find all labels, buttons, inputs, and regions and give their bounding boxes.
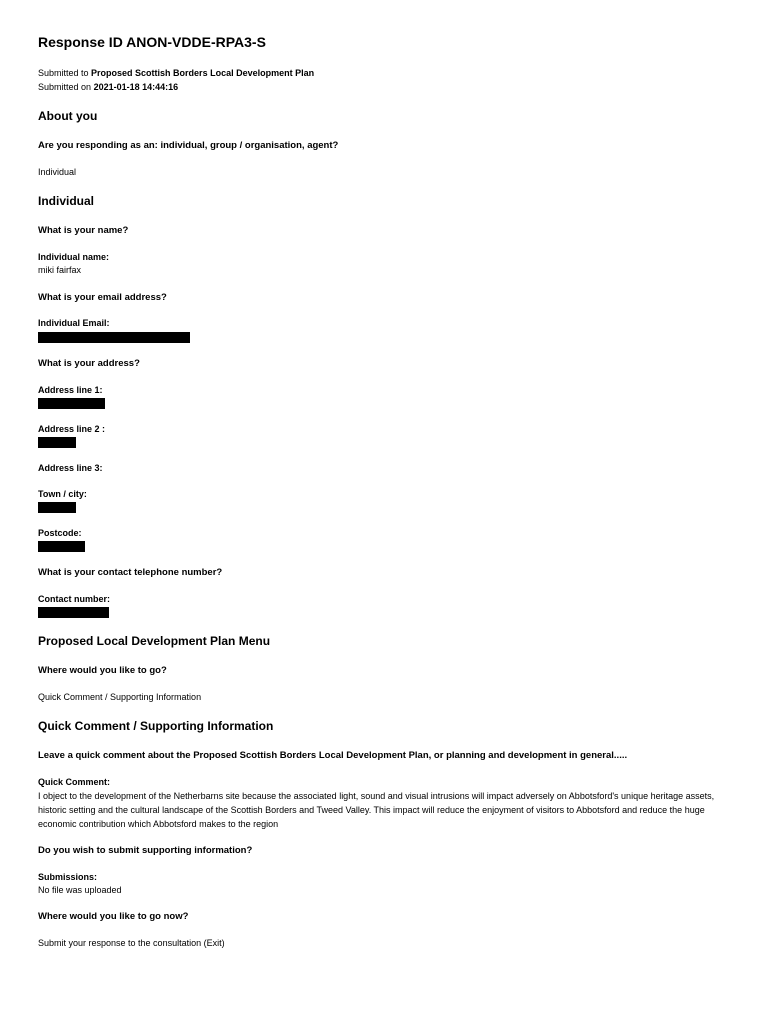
email-redaction [38, 332, 190, 343]
town-label: Town / city: [38, 489, 87, 499]
submitted-to-line [38, 68, 314, 78]
quick-comment-label: Quick Comment: [38, 777, 111, 787]
submissions-label: Submissions: [38, 872, 98, 882]
address-line1-label: Address line 1: [38, 385, 103, 395]
town-redaction [38, 502, 76, 513]
submissions-value: No file was uploaded [38, 885, 122, 895]
next-step-answer: Submit your response to the consultation (Exit) [38, 938, 225, 948]
submitted-on-line [38, 82, 178, 92]
next-step-question: Where would you like to go now? [38, 911, 189, 922]
submitted-on-prefix: Submitted on [38, 82, 92, 92]
respondent-type-question: Are you responding as an: individual, group / organisation, agent? [38, 140, 339, 151]
submitted-to-prefix: Submitted to [38, 68, 89, 78]
address-question: What is your address? [38, 358, 140, 369]
address-line1-redaction [38, 398, 105, 409]
phone-label: Contact number: [38, 594, 110, 604]
name-question: What is your name? [38, 225, 129, 236]
postcode-redaction [38, 541, 85, 552]
phone-redaction [38, 607, 109, 618]
phone-question: What is your contact telephone number? [38, 567, 223, 578]
menu-answer: Quick Comment / Supporting Information [38, 692, 202, 702]
respondent-type-answer: Individual [38, 167, 77, 177]
quick-comment-question: Leave a quick comment about the Proposed Scottish Borders Local Development Plan, or planning and development in general..... [38, 750, 628, 761]
page-title: Response ID ANON-VDDE-RPA3-S [38, 34, 266, 50]
email-label: Individual Email: [38, 318, 110, 328]
section-quick-comment: Quick Comment / Supporting Information [38, 719, 274, 733]
name-label: Individual name: [38, 252, 110, 262]
address-line3-label: Address line 3: [38, 463, 103, 473]
section-about-you: About you [38, 109, 98, 123]
submitted-on-value: 2021-01-18 14:44:16 [93, 82, 179, 92]
name-value: miki fairfax [38, 265, 82, 275]
address-line2-redaction [38, 437, 76, 448]
section-plan-menu: Proposed Local Development Plan Menu [38, 634, 271, 648]
email-question: What is your email address? [38, 292, 167, 303]
menu-question: Where would you like to go? [38, 665, 167, 676]
postcode-label: Postcode: [38, 528, 82, 538]
quick-comment-text: I object to the development of the Netherbarns site because the associated light, sound and visual intrusions will impact adversely on Abbotsford's unique heritage assets, historic setting and the cultural landscape of the Scottish Borders and Tweed Valley. This impact will reduce the enjoyment of visitors to Abbotsford and reduce the huge economic contribution which Abbotsford makes to the region [38, 791, 715, 829]
submitted-to-value: Proposed Scottish Borders Local Development Plan [91, 68, 315, 78]
supporting-info-question: Do you wish to submit supporting information? [38, 845, 253, 856]
address-line2-label: Address line 2 : [38, 424, 106, 434]
section-individual: Individual [38, 194, 95, 208]
